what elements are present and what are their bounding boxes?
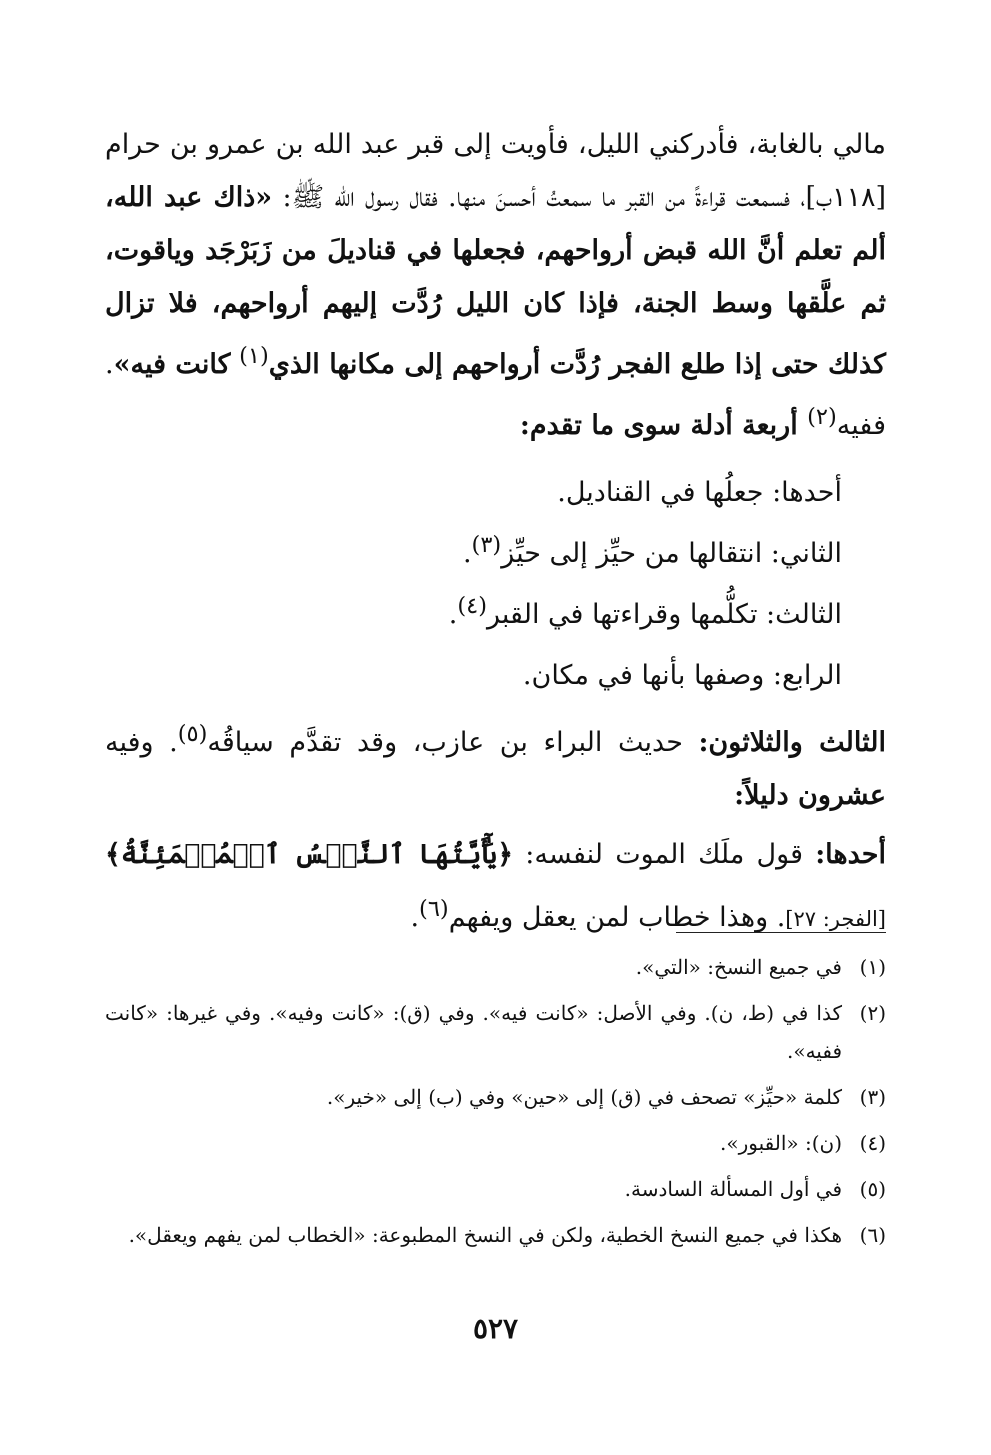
thirty-third-paragraph: الثالث والثلاثون: حديث البراء بن عازب، وقد تقدَّم سياقُه$^{(٥)}$. وفيه عشرون دليلاً: (105, 721, 886, 811)
footnote-marker-2[interactable]: (٢) (807, 404, 837, 430)
quran-verse: ﴿يَٰٓأَيَّتُهَا ٱلنَّفۡسُ ٱلۡمُطۡمَئِنَّةُ﴾ (105, 839, 514, 870)
footnote: (٥) في أول المسألة السادسة. (624, 1177, 886, 1201)
footnote-divider (676, 932, 886, 933)
footnote-marker-1[interactable]: (١) (239, 343, 269, 369)
hadith-intro: مالي بالغابة، فأدركني الليل، فأويت إلى قبر عبد الله بن عمرو بن حرام [١١٨ب]، فسمعت قراءةً من القبر ما سمعتُ أحسنَ منها. فقال رسول الله ﷺ: (105, 129, 886, 213)
list-item: أحدها: جعلُها في القناديل. (557, 477, 842, 508)
footnote: (٤) (ن): «القبور». (719, 1131, 886, 1155)
list-item: الثاني: انتقالها من حيِّز إلى حيِّز$^{(٣)}$. (462, 532, 842, 569)
footnote: (٢) كذا في (ط، ن). وفي الأصل: «كانت فيه». وفي (ق): «كانت وفيه». وفي غيرها: «كانت ففيه». (105, 1001, 886, 1063)
section-heading: الثالث والثلاثون: (698, 727, 886, 758)
list-item: الثالث: تكلُّمها وقراءتها في القبر$^{(٤)}$. (448, 593, 842, 630)
first-evidence-paragraph: أحدها: قول ملَك الموت لنفسه: ﴿يَٰٓأَيَّتُهَا ٱلنَّفۡسُ ٱلۡمُطۡمَئِنَّةُ﴾ [الفجر: ٢٧]. وهذا خطاب لمن يعقل ويفهم$^{(٦)}$. (105, 839, 886, 933)
section-text: حديث البراء بن عازب، وقد تقدَّم سياقُه (207, 727, 699, 758)
footnote-marker-6[interactable]: (٦) (419, 896, 449, 922)
footnote-marker-3[interactable]: (٣) (471, 532, 502, 558)
list-item: الرابع: وصفها بأنها في مكان. (522, 660, 842, 691)
hadith-paragraph (105, 118, 886, 452)
hadith-quote-end: كانت فيه» (113, 349, 231, 380)
quran-reference: [الفجر: ٢٧] (785, 907, 886, 931)
footnote: (٦) هكذا في جميع النسخ الخطية، ولكن في النسخ المطبوعة: «الخطاب لمن يفهم ويعقل». (128, 1223, 886, 1247)
section-count: عشرون دليلاً: (734, 780, 886, 811)
page-number: ٥٢٧ (472, 1312, 519, 1345)
footnote-marker-4[interactable]: (٤) (457, 593, 488, 619)
footnotes (105, 948, 886, 1262)
footnote: (١) في جميع النسخ: «التي». (635, 955, 886, 979)
hadith-quote: «ذاك عبد الله، ألم تعلم أنَّ الله قبض أرواحهم، فجعلها في قناديلَ من زَبَرْجَد وياقوت، ثم علَّقها وسط الجنة، فإذا كان الليل رُدَّت إليهم أرواحهم، فلا تزال كذلك حتى إذا طلع الفجر رُدَّت أرواحهم إلى مكانها الذي (105, 182, 886, 380)
evidence-intro-a: . ففيه (105, 349, 886, 441)
first-heading: أحدها: (815, 839, 886, 870)
footnote-marker-5[interactable]: (٥) (177, 721, 208, 747)
evidence-intro-b: أربعة أدلة سوى ما تقدم: (519, 410, 808, 441)
footnote: (٣) كلمة «حيِّز» تصحف في (ق) إلى «حين» وفي (ب) إلى «خير». (326, 1085, 886, 1109)
main-text (105, 118, 886, 946)
